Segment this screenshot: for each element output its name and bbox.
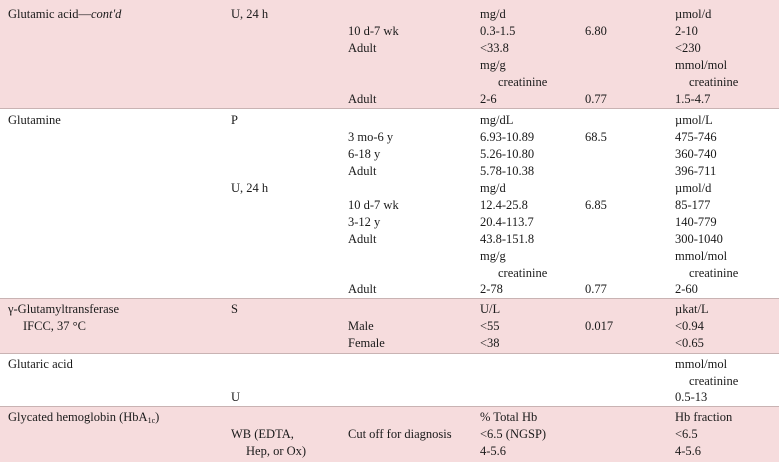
test-name: γ-Glutamyltransferase xyxy=(8,302,120,316)
conventional-unit: mg/dL xyxy=(480,113,514,127)
reference-group: Female xyxy=(348,336,385,350)
conventional-value: 5.26-10.80 xyxy=(480,147,535,161)
si-unit: µmol/d xyxy=(675,7,712,21)
si-value: <6.5 xyxy=(675,427,698,441)
reference-group: Cut off for diagnosis xyxy=(348,427,452,441)
conventional-unit: mg/d xyxy=(480,181,506,195)
table-row xyxy=(0,214,779,231)
si-value: 140-779 xyxy=(675,215,717,229)
conventional-unit: creatinine xyxy=(498,266,548,280)
conventional-unit: mg/d xyxy=(480,7,506,21)
si-unit: creatinine xyxy=(689,266,739,280)
reference-group: Adult xyxy=(348,164,377,178)
conventional-unit: % Total Hb xyxy=(480,410,538,424)
hba1c-section xyxy=(0,407,779,462)
conventional-unit: U/L xyxy=(480,302,501,316)
specimen: WB (EDTA, xyxy=(231,427,294,441)
reference-group: Male xyxy=(348,319,374,333)
specimen: U, 24 h xyxy=(231,7,269,21)
specimen: Hep, or Ox) xyxy=(246,444,307,458)
reference-group: Adult xyxy=(348,282,377,296)
specimen: P xyxy=(231,113,238,127)
test-name: Glycated hemoglobin (HbA$_{1c}$) xyxy=(8,410,160,425)
table-row xyxy=(0,301,779,318)
test-name: Glutaric acid xyxy=(8,357,73,371)
conventional-value: 12.4-25.8 xyxy=(480,198,528,212)
conventional-value: <38 xyxy=(480,336,500,350)
conventional-value: <33.8 xyxy=(480,41,509,55)
conversion-factor: 6.85 xyxy=(585,198,607,212)
reference-group: Adult xyxy=(348,41,377,55)
table-row xyxy=(0,231,779,248)
table-row xyxy=(0,91,779,108)
conventional-value: 20.4-113.7 xyxy=(480,215,534,229)
si-value: <0.94 xyxy=(675,319,704,333)
table-row xyxy=(0,129,779,146)
si-unit: mmol/mol xyxy=(675,249,728,263)
si-value: <0.65 xyxy=(675,336,704,350)
specimen: S xyxy=(231,302,238,316)
conventional-value: <55 xyxy=(480,319,500,333)
table-row xyxy=(0,248,779,265)
table-row xyxy=(0,389,779,406)
table-row xyxy=(0,163,779,180)
table-row xyxy=(0,426,779,443)
table-row xyxy=(0,281,779,298)
table-row xyxy=(0,409,779,426)
si-unit: µmol/L xyxy=(675,113,713,127)
si-value: 1.5-4.7 xyxy=(675,92,711,106)
si-value: 360-740 xyxy=(675,147,717,161)
table-row xyxy=(0,112,779,129)
table-row xyxy=(0,265,779,282)
conventional-unit: mg/g xyxy=(480,58,506,72)
si-value: 4-5.6 xyxy=(675,444,702,458)
glutamine-section xyxy=(0,109,779,299)
table-row xyxy=(0,146,779,163)
si-unit: µmol/d xyxy=(675,181,712,195)
table-row xyxy=(0,318,779,335)
si-value: 396-711 xyxy=(675,164,717,178)
reference-group: Adult xyxy=(348,92,377,106)
si-value: 2-10 xyxy=(675,24,698,38)
reference-group: 10 d-7 wk xyxy=(348,198,399,212)
conversion-factor: 6.80 xyxy=(585,24,607,38)
si-unit: Hb fraction xyxy=(675,410,733,424)
table-row xyxy=(0,23,779,40)
conventional-unit: mg/g xyxy=(480,249,506,263)
glutaric-acid-section xyxy=(0,354,779,407)
conversion-factor: 0.77 xyxy=(585,92,607,106)
table-row xyxy=(0,40,779,57)
reference-group: 3 mo-6 y xyxy=(348,130,394,144)
test-name: Glutamine xyxy=(8,113,61,127)
table-row xyxy=(0,6,779,23)
reference-group: 10 d-7 wk xyxy=(348,24,399,38)
test-method: IFCC, 37 °C xyxy=(23,319,87,333)
si-value: <230 xyxy=(675,41,701,55)
table-row xyxy=(0,335,779,352)
table-row xyxy=(0,74,779,91)
table-row xyxy=(0,57,779,74)
conversion-factor: 0.77 xyxy=(585,282,607,296)
test-name: Glutamic acid—cont'd xyxy=(8,7,122,21)
ggt-section xyxy=(0,299,779,354)
conventional-value: <6.5 (NGSP) xyxy=(480,427,547,441)
reference-group: Adult xyxy=(348,232,377,246)
table-row xyxy=(0,443,779,460)
si-value: 300-1040 xyxy=(675,232,723,246)
si-value: 2-60 xyxy=(675,282,698,296)
conventional-value: 0.3-1.5 xyxy=(480,24,516,38)
glutamic-acid-section xyxy=(0,0,779,109)
si-value: 0.5-13 xyxy=(675,390,708,404)
conversion-factor: 68.5 xyxy=(585,130,607,144)
specimen: U xyxy=(231,390,241,404)
conversion-factor: 0.017 xyxy=(585,319,614,333)
conventional-value: 5.78-10.38 xyxy=(480,164,535,178)
conventional-value: 43.8-151.8 xyxy=(480,232,535,246)
si-unit: creatinine xyxy=(689,75,739,89)
conventional-value: 2-78 xyxy=(480,282,503,296)
si-unit: µkat/L xyxy=(675,302,709,316)
si-value: 85-177 xyxy=(675,198,711,212)
reference-group: 6-18 y xyxy=(348,147,381,161)
conventional-unit: creatinine xyxy=(498,75,548,89)
table-row xyxy=(0,373,779,390)
specimen: U, 24 h xyxy=(231,181,269,195)
si-unit: mmol/mol xyxy=(675,357,728,371)
table-row xyxy=(0,356,779,373)
conventional-value: 4-5.6 xyxy=(480,444,507,458)
table-row xyxy=(0,197,779,214)
si-unit: mmol/mol xyxy=(675,58,728,72)
reference-group: 3-12 y xyxy=(348,215,381,229)
si-value: 475-746 xyxy=(675,130,717,144)
si-unit: creatinine xyxy=(689,374,739,388)
table-row xyxy=(0,180,779,197)
conventional-value: 6.93-10.89 xyxy=(480,130,535,144)
conventional-value: 2-6 xyxy=(480,92,497,106)
